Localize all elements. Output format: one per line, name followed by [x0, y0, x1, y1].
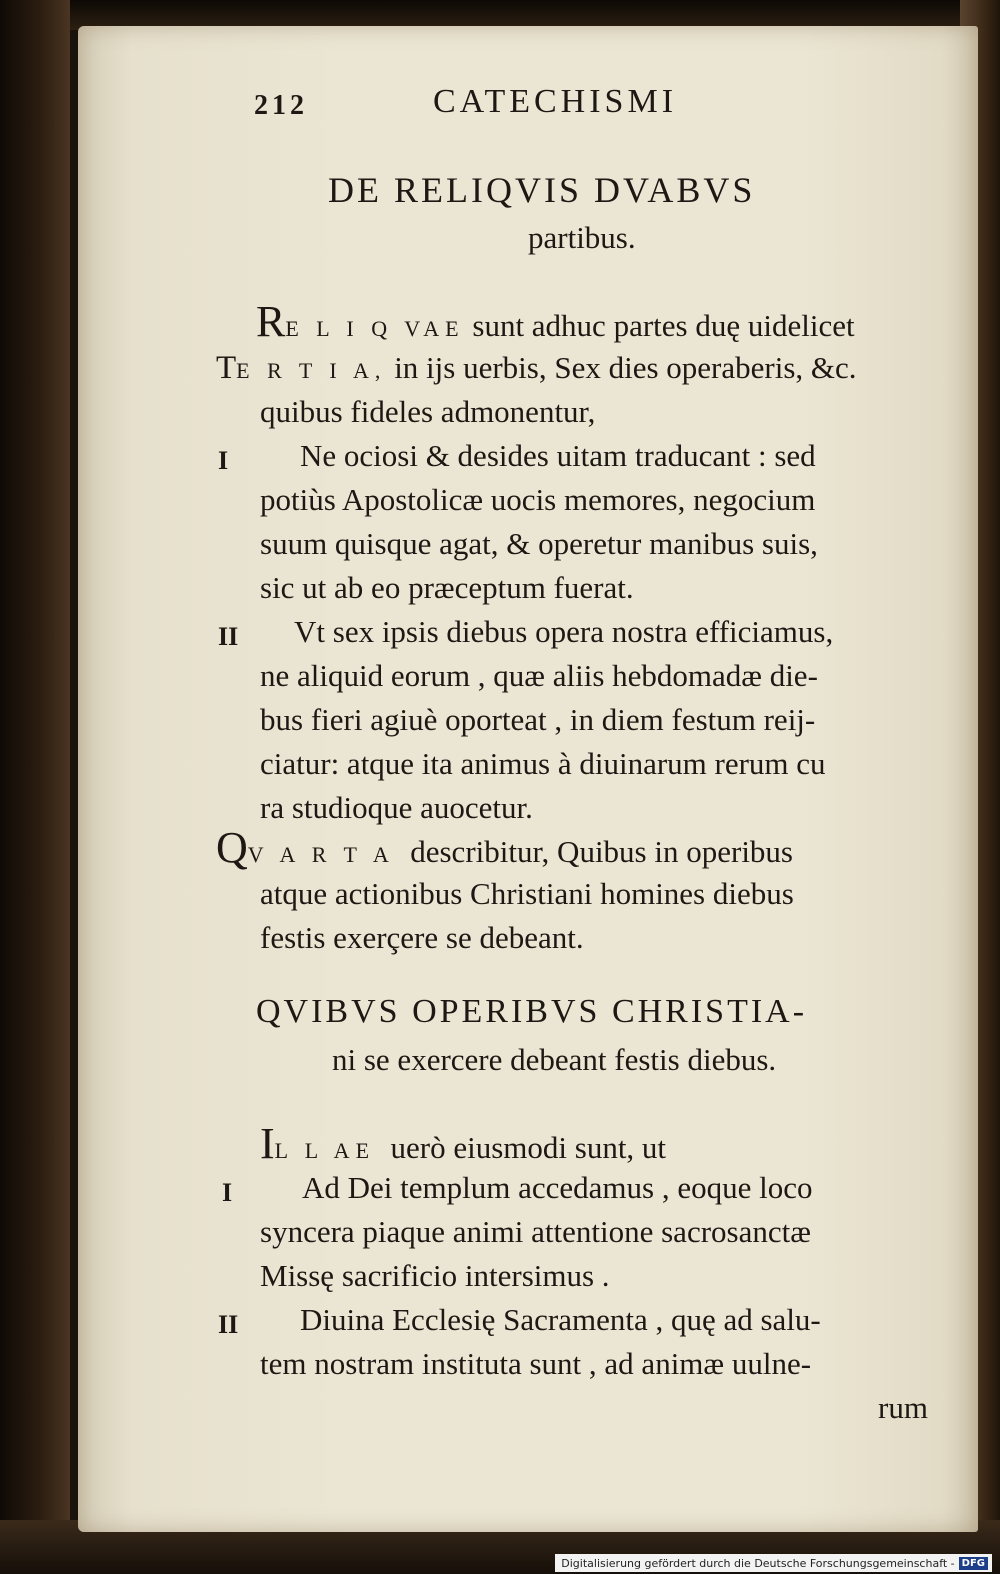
text-line: IL L AE uerò eiusmodi sunt, ut	[260, 1119, 667, 1168]
small-caps: L L AE	[274, 1138, 376, 1163]
section-title: DE RELIQVIS DVABVS	[328, 170, 756, 210]
book-page	[78, 26, 978, 1532]
text-line: syncera piaque animi attentione sacrosanctæ	[260, 1214, 811, 1249]
text-line: ne aliquid eorum , quæ aliis hebdomadæ die-	[260, 658, 818, 693]
page-number: 212	[254, 90, 308, 121]
drop-cap: I	[260, 1119, 275, 1168]
small-caps: V A R T A	[247, 842, 395, 867]
text-line: atque actionibus Christiani homines diebus	[260, 876, 794, 911]
text-line: RE L I Q VAE sunt adhuc partes duę uidelicet	[256, 297, 855, 346]
text-line: potiùs Apostolicæ uocis memores, negocium	[260, 482, 816, 517]
footer-credit-text: Digitalisierung gefördert durch die Deutsche Forschungsgemeinschaft -	[561, 1556, 955, 1570]
text-line: Ne ociosi & desides uitam traducant : sed	[300, 438, 816, 473]
text-line: Vt sex ipsis diebus opera nostra efficiamus,	[294, 614, 834, 649]
footer-credit	[555, 1554, 992, 1572]
drop-cap: Q	[216, 823, 248, 872]
text-line: Diuina Ecclesię Sacramenta , quę ad salu-	[300, 1302, 821, 1337]
text-line: suum quisque agat, & operetur manibus suis,	[260, 526, 818, 561]
text-line: sic ut ab eo præceptum fuerat.	[260, 570, 634, 605]
text-line: tem nostram instituta sunt , ad animæ uulne-	[260, 1346, 812, 1381]
item-marker: II	[218, 622, 239, 651]
drop-cap: R	[256, 297, 286, 346]
text-line: festis exerçere se debeant.	[260, 920, 584, 955]
section-title-cont: ni se exercere debeant festis diebus.	[332, 1042, 777, 1077]
text-line: ciatur: atque ita animus à diuinarum rerum cu	[260, 746, 826, 781]
section-title: QVIBVS OPERIBVS CHRISTIA-	[256, 993, 808, 1030]
catchword: rum	[878, 1390, 928, 1425]
dfg-logo: DFG	[959, 1557, 988, 1570]
item-marker: II	[218, 1310, 239, 1339]
text-line: ra studioque auocetur.	[260, 790, 533, 825]
section-title-cont: partibus.	[528, 220, 636, 255]
text-line: Missę sacrificio intersimus .	[260, 1258, 610, 1293]
item-marker: I	[222, 1178, 233, 1207]
running-head: CATECHISMI	[433, 83, 678, 120]
item-marker: I	[218, 446, 229, 475]
text-line: bus fieri agiuè oporteat , in diem festum reij-	[260, 702, 816, 737]
text-line: Ad Dei templum accedamus , eoque loco	[302, 1170, 813, 1205]
text-line: TE R T I A, in ijs uerbis, Sex dies operaberis, &c.	[216, 350, 857, 386]
text-line: quibus fideles admonentur,	[260, 394, 596, 429]
small-caps: E L I Q VAE	[285, 316, 465, 341]
book-left-edge	[0, 0, 70, 1574]
text-line: QV A R T A describitur, Quibus in operibus	[216, 823, 793, 872]
